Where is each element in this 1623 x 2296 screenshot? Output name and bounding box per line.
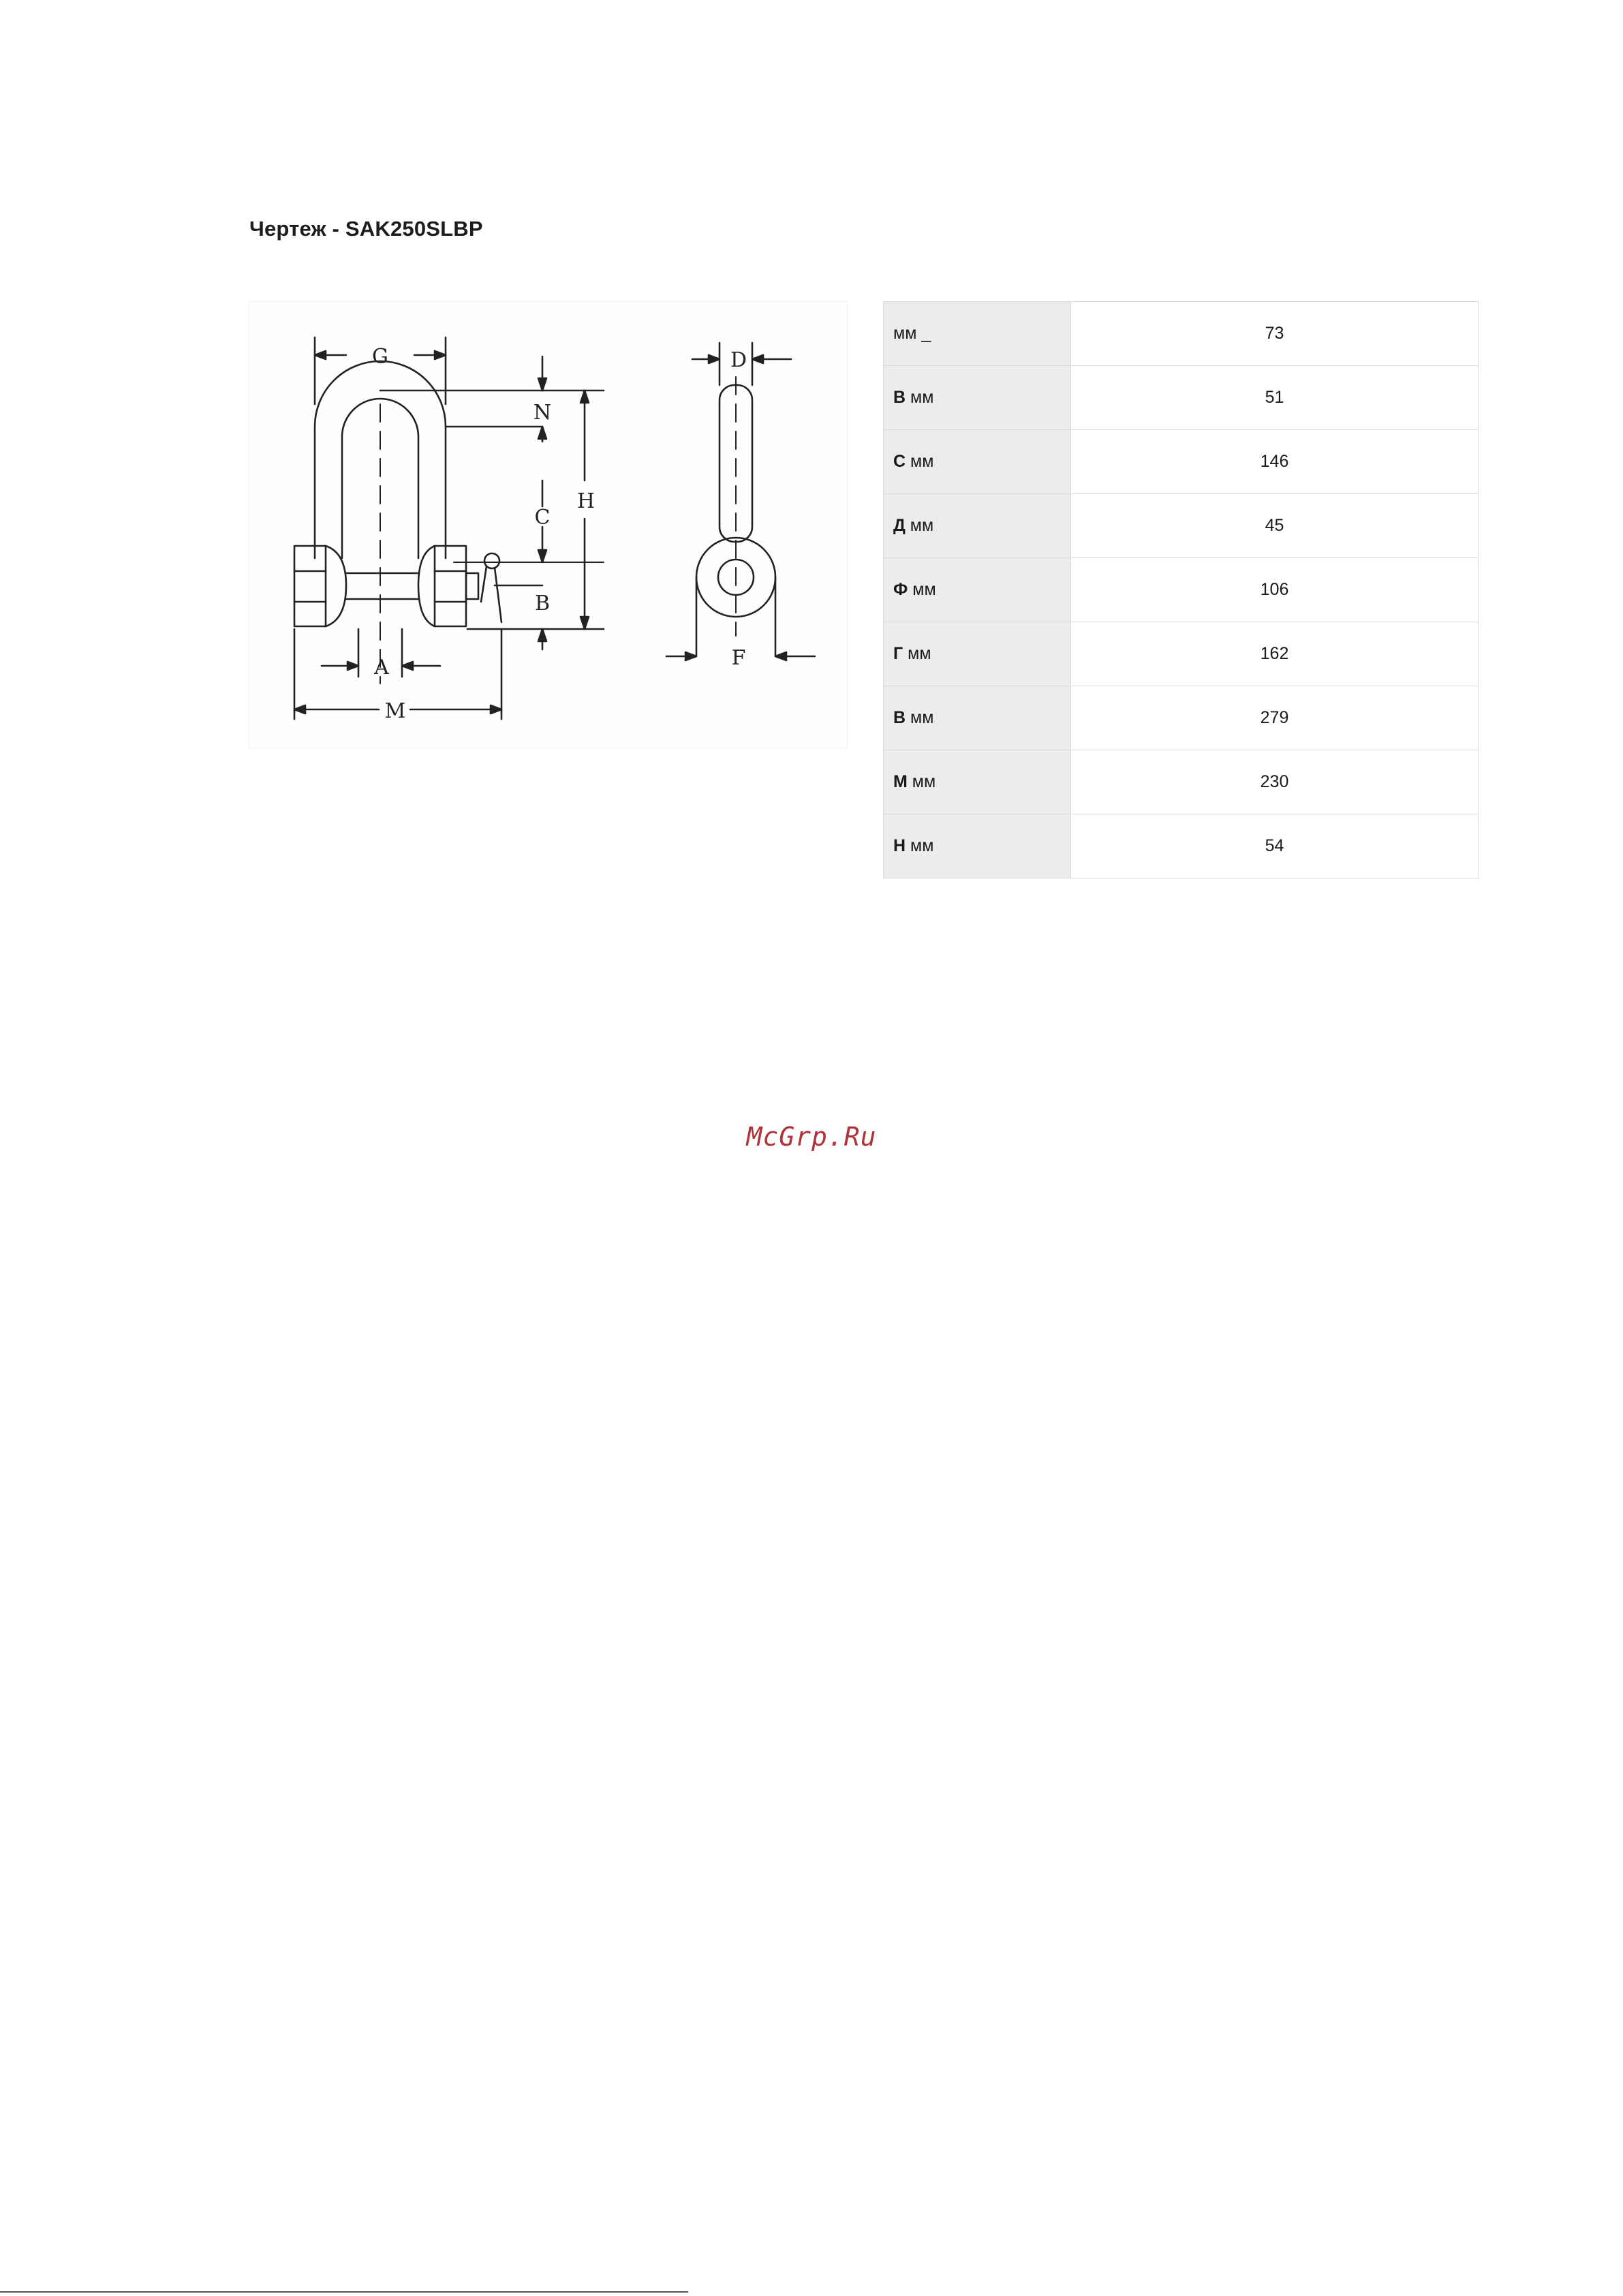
spec-label-unit: мм bbox=[907, 772, 936, 791]
spec-label-letter: В bbox=[893, 708, 906, 727]
spec-table bbox=[883, 301, 1479, 878]
spec-value: 162 bbox=[1071, 622, 1479, 686]
spec-label-unit: мм bbox=[906, 836, 934, 855]
dim-label-m: M bbox=[384, 699, 406, 723]
dim-label-f: F bbox=[731, 646, 746, 670]
spec-value: 106 bbox=[1071, 558, 1479, 622]
dim-label-b: B bbox=[534, 592, 551, 615]
spec-value: 45 bbox=[1071, 494, 1479, 558]
dim-label-g: G bbox=[372, 345, 388, 369]
spec-label bbox=[884, 622, 1071, 686]
spec-label bbox=[884, 558, 1071, 622]
spec-label-unit: мм bbox=[903, 644, 931, 663]
spec-label bbox=[884, 302, 1071, 366]
spec-label bbox=[884, 814, 1071, 878]
footer-divider bbox=[0, 2291, 688, 2293]
spec-value: 54 bbox=[1071, 814, 1479, 878]
spec-label-letter: Г bbox=[893, 644, 903, 663]
table-row bbox=[884, 750, 1479, 814]
table-row bbox=[884, 302, 1479, 366]
spec-label bbox=[884, 430, 1071, 494]
table-row bbox=[884, 366, 1479, 430]
left-nut bbox=[294, 546, 326, 626]
shackle-drawing-svg bbox=[249, 302, 847, 748]
spec-label bbox=[884, 686, 1071, 750]
table-row bbox=[884, 430, 1479, 494]
spec-label-letter: В bbox=[893, 388, 906, 407]
spec-value: 230 bbox=[1071, 750, 1479, 814]
table-row bbox=[884, 686, 1479, 750]
spec-label bbox=[884, 494, 1071, 558]
dim-label-d: D bbox=[730, 348, 747, 372]
shackle-bow-inner bbox=[342, 399, 418, 558]
spec-label-unit: мм bbox=[905, 516, 934, 535]
spec-label-letter: Н bbox=[893, 836, 906, 855]
spec-label-unit: мм bbox=[908, 580, 936, 599]
spec-label-letter: С bbox=[893, 452, 906, 471]
spec-label bbox=[884, 750, 1071, 814]
dim-label-a: A bbox=[374, 656, 389, 679]
right-nut bbox=[435, 546, 466, 626]
spec-label-letter: Д bbox=[893, 516, 906, 535]
table-row bbox=[884, 814, 1479, 878]
spec-label-letter: М bbox=[893, 772, 908, 791]
spec-label-letter: Ф bbox=[893, 580, 908, 599]
spec-value: 279 bbox=[1071, 686, 1479, 750]
spec-value: 146 bbox=[1071, 430, 1479, 494]
spec-label-unit: мм _ bbox=[893, 324, 931, 343]
dim-label-h: H bbox=[576, 489, 596, 513]
page-title: Чертеж - SAK250SLBP bbox=[249, 217, 483, 241]
spec-label-unit: мм bbox=[906, 452, 934, 471]
dim-label-n: N bbox=[533, 401, 552, 425]
spec-value: 73 bbox=[1071, 302, 1479, 366]
table-row bbox=[884, 494, 1479, 558]
watermark: McGrp.Ru bbox=[746, 1122, 877, 1152]
spec-label bbox=[884, 366, 1071, 430]
spec-label-unit: мм bbox=[906, 708, 934, 727]
table-row bbox=[884, 622, 1479, 686]
dim-label-c: C bbox=[534, 506, 551, 530]
spec-value: 51 bbox=[1071, 366, 1479, 430]
shackle-drawing bbox=[249, 301, 848, 748]
table-row bbox=[884, 558, 1479, 622]
spec-label-unit: мм bbox=[906, 388, 934, 407]
